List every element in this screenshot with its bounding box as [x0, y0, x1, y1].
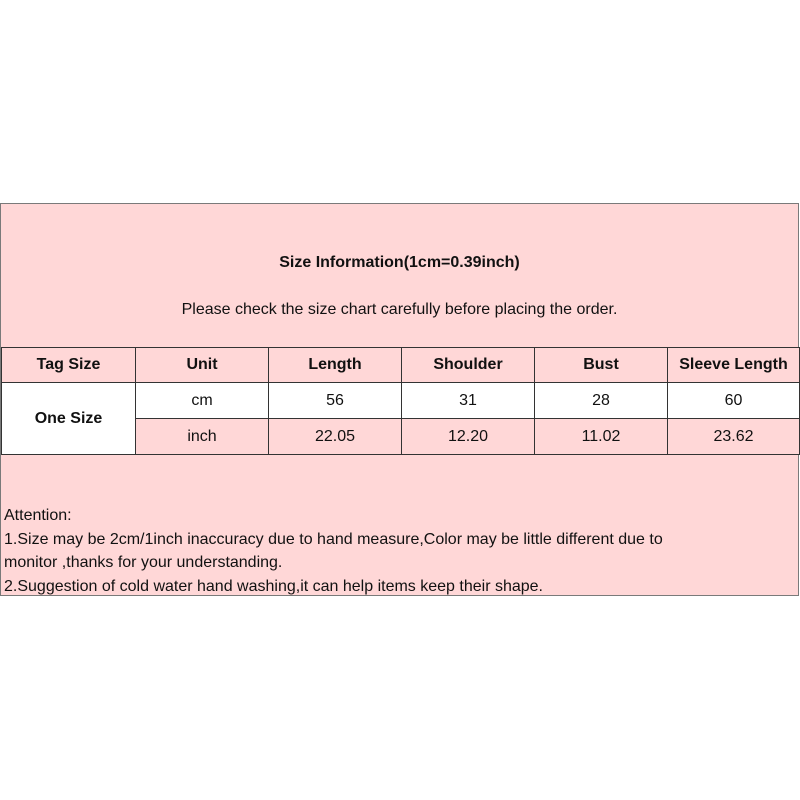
- size-info-subtitle: Please check the size chart carefully before placing the order.: [181, 301, 618, 318]
- header-length: Length: [269, 348, 402, 383]
- shoulder-cell: 12.20: [402, 419, 535, 455]
- header-shoulder: Shoulder: [402, 348, 535, 383]
- size-info-title: Size Information(1cm=0.39inch): [279, 254, 520, 271]
- header-unit: Unit: [136, 348, 269, 383]
- unit-cell: inch: [136, 419, 269, 455]
- table-row: [2, 383, 800, 419]
- length-cell: 22.05: [269, 419, 402, 455]
- sleeve-length-cell: 23.62: [668, 419, 800, 455]
- header-bust: Bust: [535, 348, 668, 383]
- attention-note-1a: 1.Size may be 2cm/1inch inaccuracy due to hand measure,Color may be little different due to: [4, 530, 663, 548]
- size-table: [1, 347, 800, 455]
- length-cell: 56: [269, 383, 402, 419]
- table-header-row: [2, 348, 800, 383]
- tag-size-cell: One Size: [2, 383, 136, 455]
- header-tag-size: Tag Size: [2, 348, 136, 383]
- unit-cell: cm: [136, 383, 269, 419]
- header-sleeve-length: Sleeve Length: [668, 348, 800, 383]
- bust-cell: 11.02: [535, 419, 668, 455]
- shoulder-cell: 31: [402, 383, 535, 419]
- size-info-sheet: [0, 203, 799, 596]
- sleeve-length-cell: 60: [668, 383, 800, 419]
- attention-heading: Attention:: [4, 507, 72, 524]
- attention-note-2: 2.Suggestion of cold water hand washing,it can help items keep their shape.: [4, 577, 543, 595]
- bust-cell: 28: [535, 383, 668, 419]
- attention-note-1b: monitor ,thanks for your understanding.: [4, 554, 283, 571]
- attention-notes: [4, 504, 794, 598]
